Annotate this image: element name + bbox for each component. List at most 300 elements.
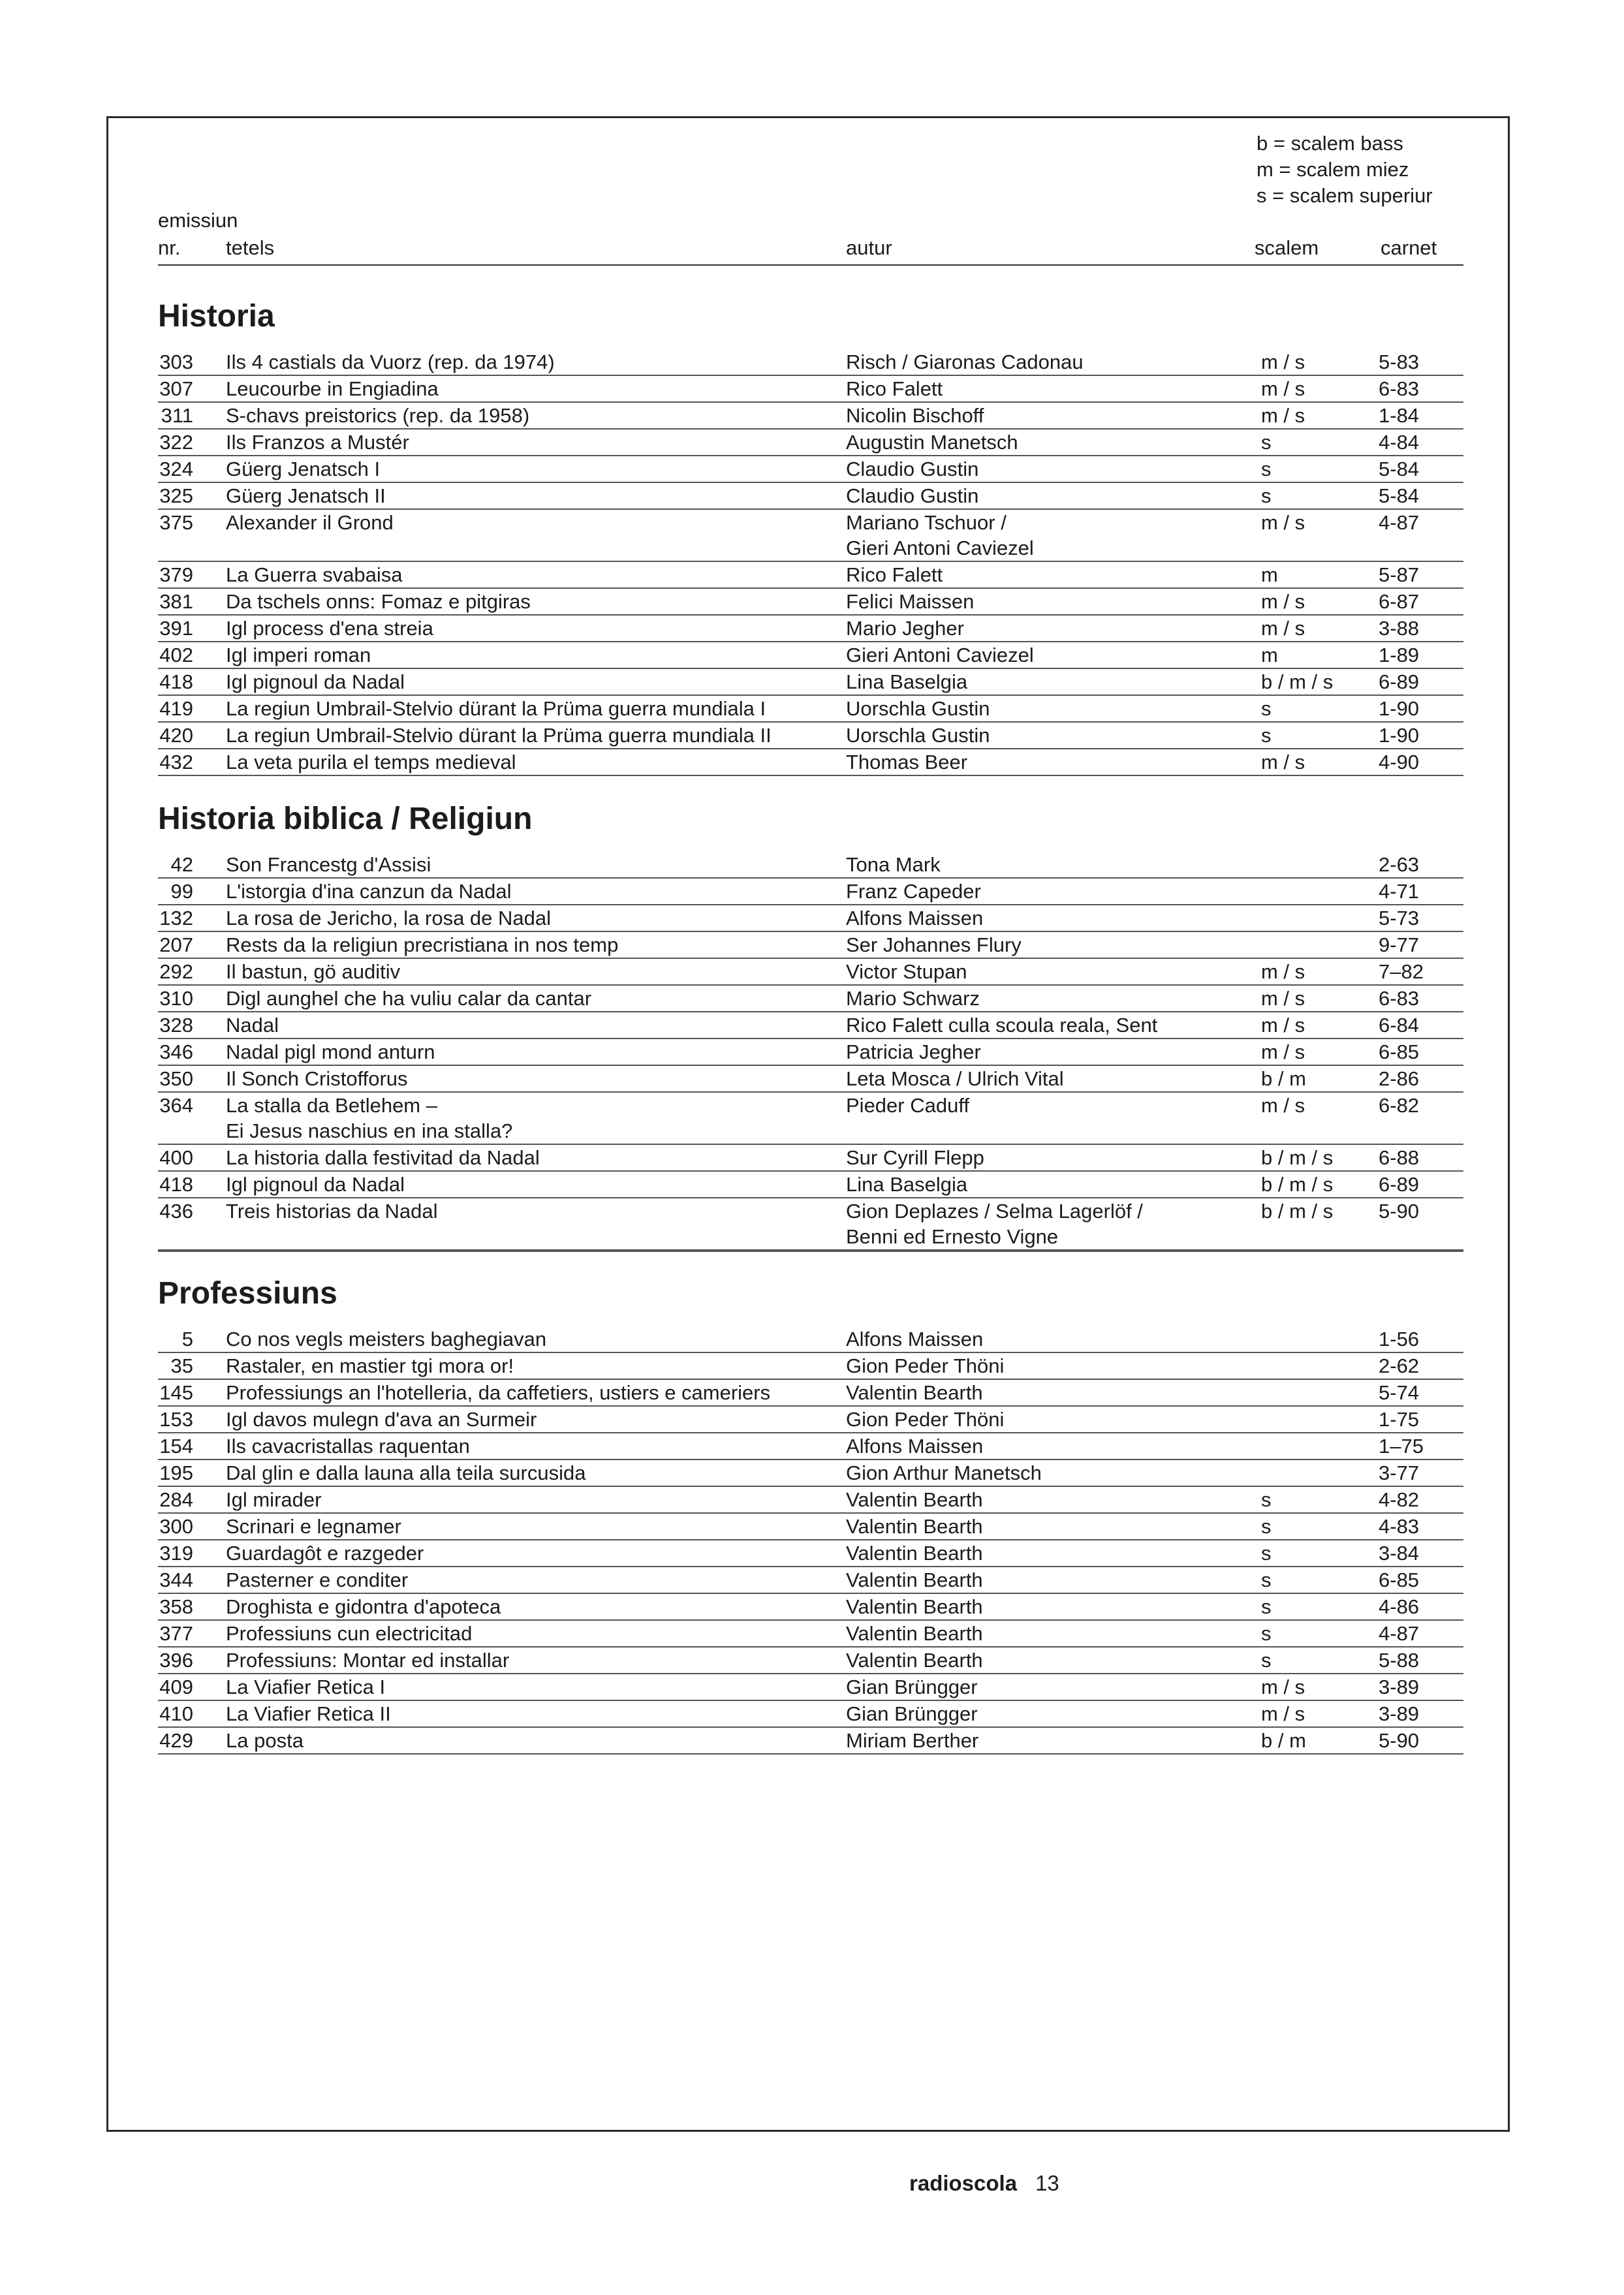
- row-scale-text: s: [1261, 458, 1272, 480]
- row-author-text: Franz Capeder: [846, 880, 981, 903]
- row-author-text: Claudio Gustin: [846, 484, 979, 507]
- row-carnet: [1379, 1145, 1419, 1170]
- row-scale-text: m / s: [1261, 1040, 1305, 1063]
- row-title: [226, 905, 551, 931]
- row-title-text: La regiun Umbrail-Stelvio dürant la Prüma guerra mundiala I: [226, 697, 766, 720]
- row-scale: [1261, 986, 1305, 1011]
- table-row: [158, 1701, 1463, 1728]
- row-author-text: Valentin Bearth: [846, 1649, 983, 1672]
- row-title: [226, 349, 555, 375]
- row-scale-text: s: [1261, 1622, 1272, 1645]
- table-row: [158, 1433, 1463, 1460]
- row-number: [158, 852, 193, 877]
- row-author-text: Valentin Bearth: [846, 1595, 983, 1618]
- row-title-text: Nadal pigl mond anturn: [226, 1040, 435, 1063]
- row-scale: [1261, 616, 1305, 641]
- row-author-text: Lina Baselgia: [846, 1173, 968, 1196]
- header-author: autur: [846, 236, 892, 259]
- row-author: [846, 376, 943, 401]
- row-number-text: 350: [159, 1067, 193, 1090]
- row-number-text: 436: [159, 1200, 193, 1223]
- row-scale-text: m: [1261, 644, 1278, 666]
- row-scale-text: s: [1261, 697, 1272, 720]
- row-number: [158, 1621, 193, 1646]
- row-title: [226, 1621, 472, 1646]
- row-carnet-text: 4-87: [1379, 511, 1420, 534]
- row-author: [846, 1433, 983, 1459]
- row-number: [158, 749, 193, 775]
- row-scale: [1261, 1039, 1305, 1065]
- row-author-text: Valentin Bearth: [846, 1488, 983, 1511]
- row-title: [226, 1674, 385, 1700]
- row-scale-text: m / s: [1261, 987, 1305, 1010]
- row-author: [846, 879, 981, 904]
- row-author: [846, 1039, 981, 1065]
- row-title: [226, 1066, 408, 1091]
- section-rows: [158, 1326, 1463, 1755]
- row-scale-text: m / s: [1261, 1094, 1305, 1117]
- row-author-text: Uorschla Gustin: [846, 724, 990, 747]
- table-row: [158, 589, 1463, 616]
- table-row: [158, 1674, 1463, 1701]
- row-scale: [1261, 959, 1305, 984]
- row-author: [846, 986, 980, 1011]
- row-carnet: [1379, 349, 1419, 375]
- row-title: [226, 1728, 304, 1753]
- row-title-text: Ils 4 castials da Vuorz (rep. da 1974): [226, 351, 555, 373]
- row-author-text: Victor Stupan: [846, 960, 967, 983]
- row-author: [846, 562, 943, 587]
- row-title-text: Alexander il Grond: [226, 511, 394, 534]
- row-carnet-text: 5-90: [1379, 1200, 1420, 1223]
- row-author-text: Mario Schwarz: [846, 987, 980, 1010]
- row-number-text: 381: [159, 590, 193, 613]
- row-title: [226, 1647, 509, 1673]
- row-number-text: 377: [159, 1622, 193, 1645]
- row-author: [846, 932, 1022, 958]
- row-number: [158, 349, 193, 375]
- table-row: [158, 1039, 1463, 1066]
- row-carnet: [1379, 959, 1424, 984]
- legend-line: b = scalem bass: [1257, 132, 1403, 155]
- row-carnet-text: 6-84: [1379, 1014, 1420, 1037]
- row-author-text: Mario Jegher: [846, 617, 964, 640]
- row-title: [226, 562, 403, 587]
- row-number-text: 324: [159, 458, 193, 480]
- row-title: [226, 589, 531, 614]
- row-title: [226, 986, 591, 1011]
- table-row: [158, 1460, 1463, 1487]
- row-carnet: [1379, 1198, 1419, 1224]
- page-footer: [909, 2171, 1059, 2196]
- row-number-text: 358: [159, 1595, 193, 1618]
- row-scale-text: s: [1261, 1488, 1272, 1511]
- row-title-text: La veta purila el temps medieval: [226, 751, 516, 773]
- row-author: [846, 1674, 978, 1700]
- row-number: [158, 669, 193, 695]
- row-carnet-text: 6-83: [1379, 377, 1420, 400]
- row-scale-text: b / m: [1261, 1067, 1306, 1090]
- row-scale-text: s: [1261, 431, 1272, 454]
- row-scale: [1261, 669, 1333, 695]
- row-number: [158, 1433, 193, 1459]
- row-number-text: 207: [159, 933, 193, 956]
- row-number-text: 379: [159, 563, 193, 586]
- row-carnet-text: 9-77: [1379, 933, 1420, 956]
- row-author-text: Miriam Berther: [846, 1729, 979, 1752]
- row-carnet: [1379, 1674, 1419, 1700]
- row-title: [226, 1380, 770, 1405]
- section-professiuns: [158, 1274, 1463, 1755]
- row-carnet-text: 5-84: [1379, 484, 1420, 507]
- row-author-text: Tona Mark: [846, 853, 941, 876]
- row-title-text: Rests da la religiun precristiana in nos temp: [226, 933, 619, 956]
- table-row: [158, 1093, 1463, 1145]
- row-carnet-text: 4-71: [1379, 880, 1420, 903]
- row-title-text: Igl process d'ena streia: [226, 617, 433, 640]
- row-carnet-text: 1–75: [1379, 1435, 1424, 1458]
- row-scale: [1261, 749, 1305, 775]
- row-number: [158, 1093, 193, 1118]
- row-scale-text: m / s: [1261, 960, 1305, 983]
- row-carnet: [1379, 723, 1419, 748]
- row-number-text: 310: [159, 987, 193, 1010]
- row-author: [846, 1407, 1004, 1432]
- row-number-text: 319: [159, 1542, 193, 1565]
- row-carnet-text: 2-62: [1379, 1354, 1420, 1377]
- row-author-text: Valentin Bearth: [846, 1569, 983, 1591]
- row-title: [226, 483, 386, 508]
- row-title: [226, 959, 400, 984]
- table-row: [158, 879, 1463, 905]
- row-title: [226, 669, 405, 695]
- row-author-text: Nicolin Bischoff: [846, 404, 984, 427]
- row-title-text: La stalla da Betlehem –: [226, 1094, 437, 1117]
- row-carnet-text: 7–82: [1379, 960, 1424, 983]
- table-row: [158, 483, 1463, 510]
- row-number: [158, 483, 193, 508]
- row-scale: [1261, 1567, 1272, 1593]
- row-author-text: Gion Arthur Manetsch: [846, 1461, 1042, 1484]
- row-title-text: Rastaler, en mastier tgi mora or!: [226, 1354, 514, 1377]
- row-title-text: Güerg Jenatsch I: [226, 458, 381, 480]
- row-number-text: 328: [159, 1014, 193, 1037]
- row-number: [158, 429, 193, 455]
- row-title-text: S-chavs preistorics (rep. da 1958): [226, 404, 530, 427]
- row-author-text: Augustin Manetsch: [846, 431, 1018, 454]
- row-author: [846, 456, 978, 482]
- row-author-text: Rico Falett: [846, 563, 943, 586]
- row-carnet: [1379, 1487, 1419, 1512]
- row-carnet: [1379, 1701, 1419, 1726]
- row-author-text: Mariano Tschuor /: [846, 511, 1007, 534]
- row-title: [226, 723, 772, 748]
- row-number-text: 322: [159, 431, 193, 454]
- header-emission: emissiun: [158, 209, 238, 232]
- table-row: [158, 456, 1463, 483]
- table-row: [158, 1066, 1463, 1093]
- row-title: [226, 642, 371, 668]
- row-title-text: Da tschels onns: Fomaz e pitgiras: [226, 590, 531, 613]
- row-carnet-text: 4-84: [1379, 431, 1420, 454]
- row-carnet: [1379, 696, 1419, 721]
- row-scale-text: m / s: [1261, 617, 1305, 640]
- row-carnet: [1379, 589, 1419, 614]
- table-row: [158, 1380, 1463, 1407]
- row-author-text: Lina Baselgia: [846, 670, 968, 693]
- row-number: [158, 1066, 193, 1091]
- row-author: [846, 1540, 983, 1566]
- row-carnet-text: 6-88: [1379, 1146, 1420, 1169]
- row-author: [846, 1701, 978, 1726]
- row-carnet: [1379, 456, 1419, 482]
- table-row: [158, 1145, 1463, 1172]
- row-carnet: [1379, 852, 1419, 877]
- row-carnet: [1379, 905, 1419, 931]
- row-author-text: Sur Cyrill Flepp: [846, 1146, 984, 1169]
- row-title-text: Treis historias da Nadal: [226, 1200, 438, 1223]
- row-carnet-text: 6-82: [1379, 1094, 1420, 1117]
- row-title-text: Il bastun, gö auditiv: [226, 960, 401, 983]
- row-title: [226, 1039, 435, 1065]
- row-scale-text: m / s: [1261, 590, 1305, 613]
- row-carnet: [1379, 1728, 1419, 1753]
- row-title-text: L'istorgia d'ina canzun da Nadal: [226, 880, 512, 903]
- row-scale-text: s: [1261, 1542, 1272, 1565]
- row-author: [846, 749, 967, 775]
- row-number-text: 344: [159, 1569, 193, 1591]
- row-scale: [1261, 1198, 1333, 1224]
- row-author-text: Gieri Antoni Caviezel: [846, 644, 1034, 666]
- row-author-text: Gian Brüngger: [846, 1702, 978, 1725]
- row-number-text: 307: [159, 377, 193, 400]
- row-carnet: [1379, 932, 1419, 958]
- row-carnet-text: 6-89: [1379, 1173, 1420, 1196]
- table-row: [158, 376, 1463, 403]
- page-number: 13: [1035, 2171, 1059, 2195]
- row-author: [846, 669, 967, 695]
- row-title: [226, 616, 433, 641]
- row-carnet: [1379, 642, 1419, 668]
- row-carnet-text: 3-88: [1379, 617, 1420, 640]
- row-title-text: Igl pignoul da Nadal: [226, 1173, 405, 1196]
- row-author: [846, 1567, 983, 1593]
- row-author: [846, 1514, 983, 1539]
- table-row: [158, 1728, 1463, 1755]
- row-title-text: Igl imperi roman: [226, 644, 371, 666]
- row-author: [846, 1198, 1143, 1249]
- row-scale-text: m / s: [1261, 377, 1305, 400]
- row-author-text: Thomas Beer: [846, 751, 968, 773]
- row-title: [226, 1460, 586, 1486]
- row-scale-text: m / s: [1261, 751, 1305, 773]
- row-number-text: 153: [159, 1408, 193, 1431]
- row-number-text: 300: [159, 1515, 193, 1538]
- row-carnet: [1379, 1567, 1419, 1593]
- table-row: [158, 616, 1463, 642]
- row-author-text: Risch / Giaronas Cadonau: [846, 351, 1084, 373]
- row-title: [226, 510, 394, 535]
- table-row: [158, 349, 1463, 376]
- row-carnet: [1379, 1621, 1419, 1646]
- table-row: [158, 905, 1463, 932]
- table-row: [158, 1487, 1463, 1514]
- row-scale: [1261, 1012, 1305, 1038]
- table-row: [158, 986, 1463, 1012]
- row-scale: [1261, 1093, 1305, 1118]
- row-number-text: 409: [159, 1676, 193, 1698]
- table-row: [158, 1407, 1463, 1433]
- row-carnet-text: 4-82: [1379, 1488, 1420, 1511]
- table-row: [158, 1647, 1463, 1674]
- row-author: [846, 696, 990, 721]
- row-title: [226, 1701, 391, 1726]
- row-title: [226, 1172, 405, 1197]
- section-title: Professiuns: [158, 1276, 337, 1311]
- row-number-text: 418: [159, 670, 193, 693]
- row-author: [846, 510, 1034, 561]
- row-number-text: 145: [159, 1381, 193, 1404]
- row-title-text: Co nos vegls meisters baghegiavan: [226, 1328, 547, 1350]
- row-carnet: [1379, 1326, 1419, 1352]
- row-title: [226, 1093, 512, 1144]
- row-author: [846, 1647, 983, 1673]
- row-number-text: 5: [181, 1328, 193, 1350]
- row-scale-text: s: [1261, 484, 1272, 507]
- row-scale: [1261, 1172, 1333, 1197]
- table-row: [158, 1594, 1463, 1621]
- row-number-text: 419: [159, 697, 193, 720]
- table-row: [158, 852, 1463, 879]
- row-scale: [1261, 1540, 1272, 1566]
- row-carnet-text: 1-84: [1379, 404, 1420, 427]
- row-number: [158, 1487, 193, 1512]
- row-number-text: 42: [170, 853, 193, 876]
- row-carnet: [1379, 1380, 1419, 1405]
- row-carnet-text: 5-83: [1379, 351, 1420, 373]
- row-number-text: 429: [159, 1729, 193, 1752]
- row-scale: [1261, 1594, 1272, 1619]
- row-carnet: [1379, 1433, 1424, 1459]
- row-author: [846, 1326, 983, 1352]
- row-number-text: 410: [159, 1702, 193, 1725]
- row-carnet: [1379, 1039, 1419, 1065]
- row-number: [158, 879, 193, 904]
- row-carnet: [1379, 510, 1419, 535]
- table-row: [158, 1514, 1463, 1540]
- row-author-text: Gion Deplazes / Selma Lagerlöf /: [846, 1200, 1143, 1223]
- row-scale-text: b / m / s: [1261, 1173, 1334, 1196]
- row-author: [846, 1353, 1004, 1379]
- header-title: tetels: [226, 236, 275, 259]
- row-carnet: [1379, 1514, 1419, 1539]
- row-author-text: Felici Maissen: [846, 590, 975, 613]
- row-title-text: Scrinari e legnamer: [226, 1515, 401, 1538]
- row-scale-text: s: [1261, 1649, 1272, 1672]
- table-row: [158, 1621, 1463, 1647]
- row-number: [158, 1407, 193, 1432]
- row-carnet-text: 3-89: [1379, 1676, 1420, 1698]
- row-author-text: Rico Falett: [846, 377, 943, 400]
- row-author-text: Patricia Jegher: [846, 1040, 981, 1063]
- row-scale: [1261, 510, 1305, 535]
- row-title-text: Nadal: [226, 1014, 279, 1037]
- footer-brand: radioscola: [909, 2171, 1018, 2195]
- row-number: [158, 905, 193, 931]
- row-scale-text: m / s: [1261, 511, 1305, 534]
- row-scale: [1261, 376, 1305, 401]
- row-scale-text: s: [1261, 1569, 1272, 1591]
- row-carnet: [1379, 1647, 1419, 1673]
- row-scale-text: b / m / s: [1261, 1200, 1334, 1223]
- row-scale: [1261, 1145, 1333, 1170]
- row-number: [158, 616, 193, 641]
- row-scale: [1261, 1514, 1272, 1539]
- row-author-text: Ser Johannes Flury: [846, 933, 1022, 956]
- row-scale-text: m / s: [1261, 351, 1305, 373]
- table-row: [158, 562, 1463, 589]
- row-title: [226, 1353, 514, 1379]
- row-author-text: Alfons Maissen: [846, 1328, 984, 1350]
- row-author: [846, 1487, 983, 1512]
- row-number: [158, 1145, 193, 1170]
- row-title-text: Ils cavacristallas raquentan: [226, 1435, 470, 1458]
- row-title-text: Digl aunghel che ha vuliu calar da cantar: [226, 987, 592, 1010]
- row-scale-text: b / m / s: [1261, 670, 1334, 693]
- row-number-text: 346: [159, 1040, 193, 1063]
- row-number: [158, 562, 193, 587]
- row-carnet: [1379, 669, 1419, 695]
- row-carnet-text: 1-56: [1379, 1328, 1420, 1350]
- row-author-text: Pieder Caduff: [846, 1094, 969, 1117]
- row-number: [158, 1326, 193, 1352]
- header-nr: nr.: [158, 236, 181, 259]
- row-scale: [1261, 349, 1305, 375]
- row-scale-text: s: [1261, 1595, 1272, 1618]
- row-number: [158, 1198, 193, 1224]
- row-carnet: [1379, 403, 1419, 428]
- row-author: [846, 1594, 983, 1619]
- table-row: [158, 932, 1463, 959]
- row-carnet: [1379, 1594, 1419, 1619]
- row-scale: [1261, 723, 1272, 748]
- row-title: [226, 1012, 279, 1038]
- row-number-text: 284: [159, 1488, 193, 1511]
- row-scale: [1261, 589, 1305, 614]
- scale-legend: [1257, 131, 1433, 209]
- row-scale-text: s: [1261, 724, 1272, 747]
- row-number: [158, 696, 193, 721]
- row-number: [158, 589, 193, 614]
- legend-line: m = scalem miez: [1257, 158, 1409, 181]
- row-carnet: [1379, 1353, 1419, 1379]
- row-carnet-text: 5-87: [1379, 563, 1420, 586]
- table-row: [158, 749, 1463, 776]
- row-number-text: 391: [159, 617, 193, 640]
- row-number: [158, 1594, 193, 1619]
- row-title: [226, 1145, 540, 1170]
- table-row: [158, 669, 1463, 696]
- table-row: [158, 403, 1463, 429]
- row-number-text: 364: [159, 1094, 193, 1117]
- row-number-text: 311: [161, 404, 193, 427]
- row-title-text-line2: Ei Jesus naschius en ina stalla?: [226, 1119, 513, 1142]
- row-carnet: [1379, 1066, 1419, 1091]
- row-author: [846, 959, 967, 984]
- row-carnet-text: 4-86: [1379, 1595, 1420, 1618]
- row-scale: [1261, 456, 1272, 482]
- row-carnet: [1379, 879, 1419, 904]
